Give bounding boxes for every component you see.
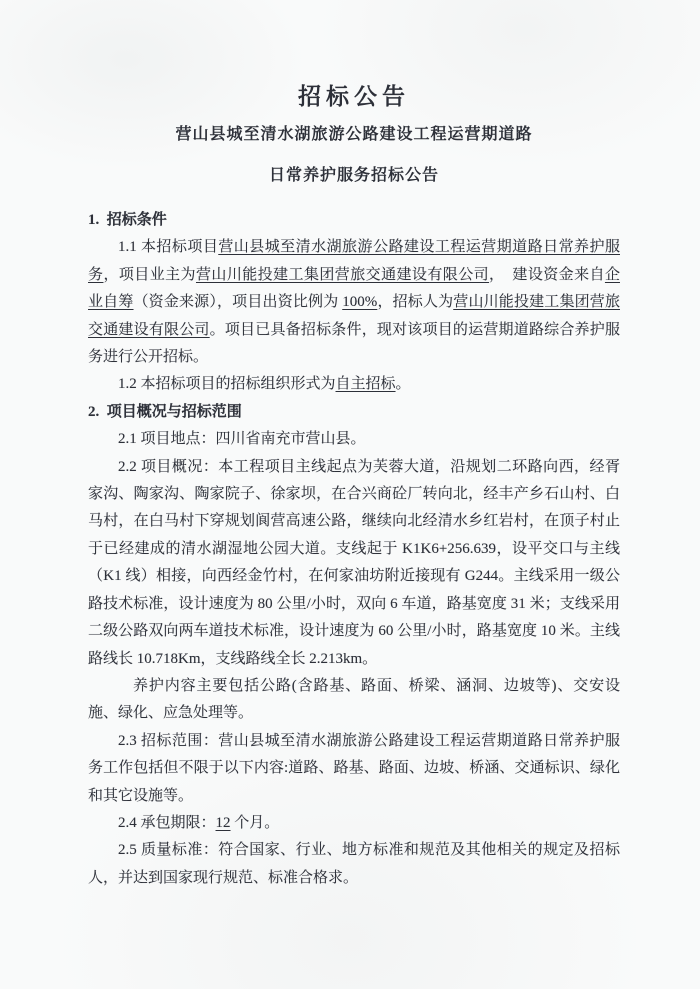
clause-1-2 xyxy=(88,371,620,398)
clause-1-1 xyxy=(88,234,620,371)
text-run: 养护内容主要包括公路(含路基、路面、桥梁、涵洞、边坡等)、交安设施、绿化、应急处理等。 xyxy=(88,677,620,722)
underlined-text-run: 12 xyxy=(215,814,231,831)
underlined-text-run: 营山川能投建工集团营旅交通建设有限公司 xyxy=(195,266,490,283)
text-run: ，项目业主为 xyxy=(103,266,196,283)
text-run: 。 xyxy=(395,376,411,393)
text-run: 2.1 项目地点：四川省南充市营山县。 xyxy=(118,431,366,448)
clause-2-4 xyxy=(88,810,620,837)
underlined-text-run: 营山川能投建工集团营旅交通建设有限公司 xyxy=(88,294,620,338)
text-run: 1.1 本招标项目 xyxy=(118,239,219,256)
text-run: 2.3 招标范围：营山县城至清水湖旅游公路建设工程运营期道路日常养护服务工作包括但不限于以下内容:道路、路基、路面、边坡、桥涵、交通标识、绿化和其它设施等。 xyxy=(88,732,620,804)
underlined-text-run: 营山县城至清水湖旅游公路建设工程运营期道路日常养护服务 xyxy=(88,239,620,283)
text-run: 2. 项目概况与招标范围 xyxy=(88,403,242,420)
document-body xyxy=(88,207,620,892)
section-1-heading xyxy=(88,207,620,234)
section-2-heading xyxy=(88,399,620,426)
clause-2-3 xyxy=(88,728,620,810)
clause-2-5 xyxy=(88,837,620,892)
maintenance-scope-note xyxy=(88,673,620,728)
text-run: 2.4 承包期限： xyxy=(118,814,216,831)
text-run: ， 建设资金来自 xyxy=(489,266,605,283)
document-subtitle-line1: 营山县城至清水湖旅游公路建设工程运营期道路 xyxy=(175,126,533,143)
text-run: ，招标人为 xyxy=(377,294,454,311)
document-content xyxy=(88,78,620,892)
underlined-text-run: 企业自筹 xyxy=(88,266,620,311)
text-run: 1.2 本招标项目的招标组织形式为 xyxy=(118,376,336,393)
text-run: 2.2 项目概况：本工程项目主线起点为芙蓉大道，沿规划二环路向西，经胥家沟、陶家沟、陶家院子、徐家坝，在合兴商砼厂转向北，经丰产乡石山村、白马村，在白马村下穿规划阆营高速公路，继续向北经清水乡红岩村，在顶子村止于已经建成的清水湖湿地公园大道。支线起于 K1K6+256.639，设平交口与主线（K1 线）相接，向西经金竹村，在何家油坊附近接现有 G244。主线采用一级公路技术标准，设计速度为 80 公里/小时，双向 6 车道，路基宽度 31 米；支线采用二级公路双向两车道技术标准，设计速度为 60 公里/小时，路基宽度 10 米。主线路线长 10.718Km，支线路线全长 2.213km。 xyxy=(88,458,620,667)
clause-2-1 xyxy=(88,426,620,453)
text-run: 个月。 xyxy=(230,814,280,831)
underlined-text-run: 100% xyxy=(342,294,378,311)
document-title: 招标公告 xyxy=(298,84,410,109)
text-run: （资金来源），项目出资比例为 xyxy=(133,294,343,311)
document-subtitle-line2: 日常养护服务招标公告 xyxy=(268,167,439,184)
clause-2-2 xyxy=(88,454,620,673)
text-run: 2.5 质量标准：符合国家、行业、地方标准和规范及其他相关的规定及招标人，并达到国家现行规范、标准合格求。 xyxy=(88,842,620,886)
text-run: 1. 招标条件 xyxy=(88,212,167,228)
text-run: 。项目已具备招标条件，现对该项目的运营期道路综合养护服务进行公开招标。 xyxy=(88,321,620,366)
underlined-text-run: 自主招标 xyxy=(335,376,396,393)
